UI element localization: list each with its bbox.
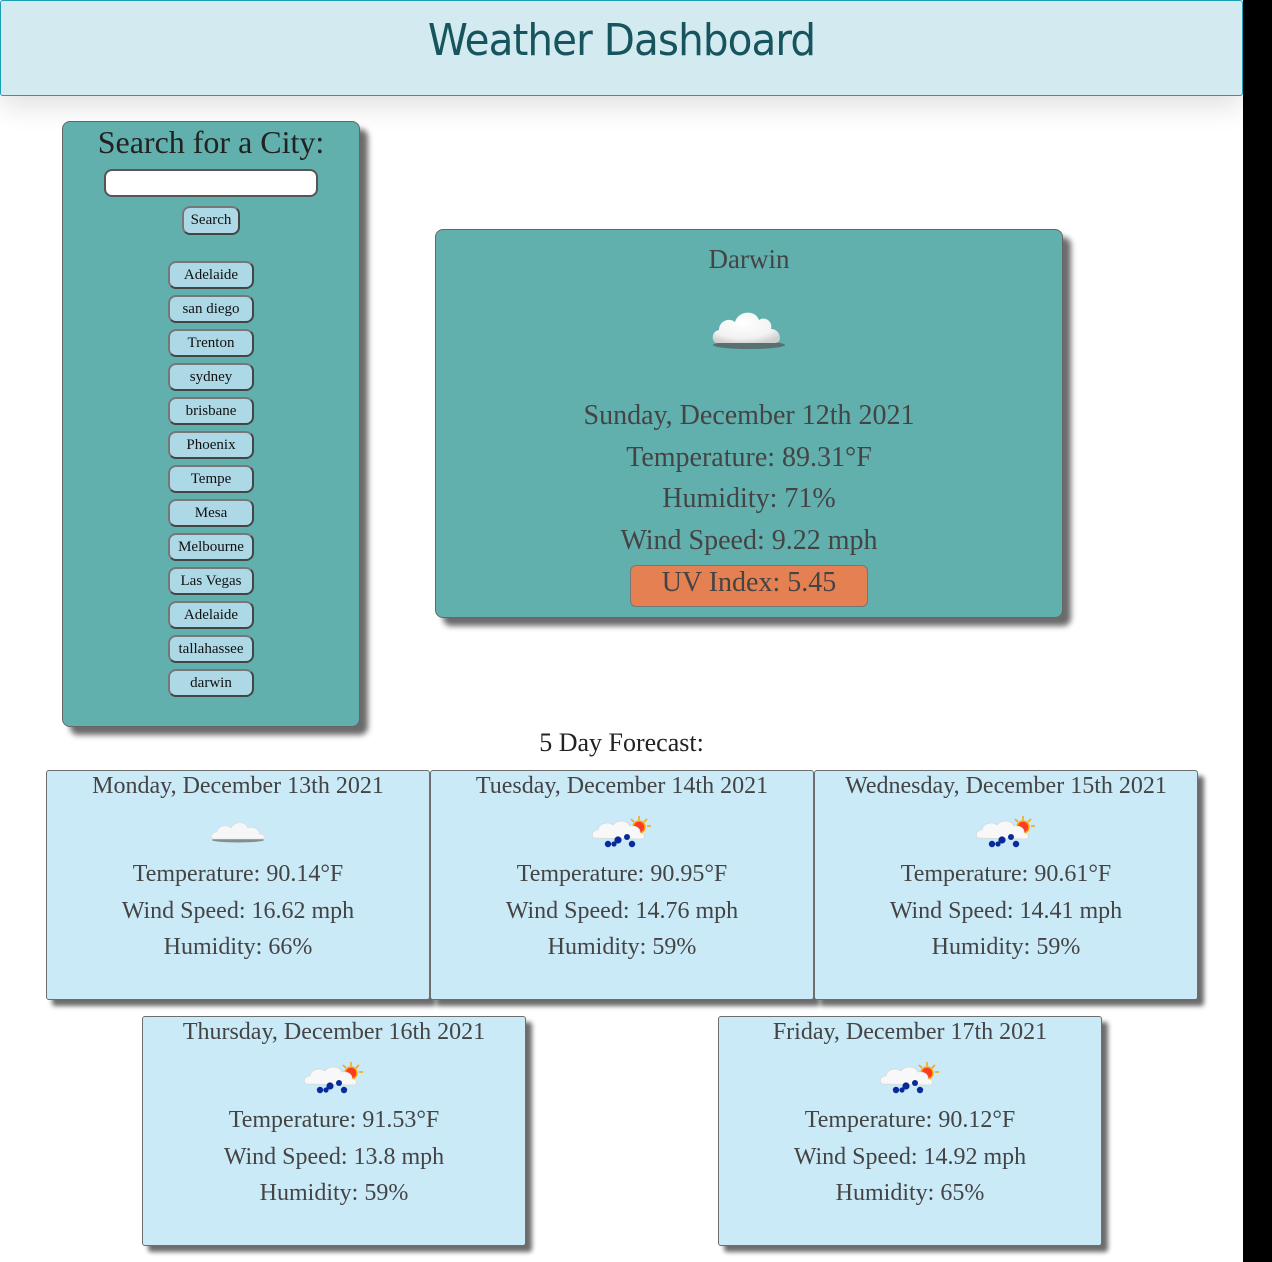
current-date: Sunday, December 12th 2021 bbox=[583, 400, 915, 431]
forecast-date: Tuesday, December 14th 2021 bbox=[475, 773, 769, 799]
search-history-list bbox=[63, 261, 359, 697]
forecast-wind-speed: Wind Speed: 16.62 mph bbox=[121, 897, 355, 924]
forecast-date: Thursday, December 16th 2021 bbox=[182, 1019, 486, 1045]
forecast-wind-speed: Wind Speed: 14.41 mph bbox=[889, 897, 1123, 924]
rain-sun-icon bbox=[431, 806, 813, 856]
forecast-card bbox=[142, 1016, 526, 1246]
forecast-card bbox=[814, 770, 1198, 1000]
history-city-button[interactable]: brisbane bbox=[168, 397, 254, 425]
forecast-card bbox=[718, 1016, 1102, 1246]
rain-sun-icon bbox=[719, 1052, 1101, 1102]
current-humidity: Humidity: 71% bbox=[662, 483, 836, 514]
history-city-button[interactable]: san diego bbox=[168, 295, 254, 323]
forecast-wind-speed: Wind Speed: 13.8 mph bbox=[223, 1143, 445, 1170]
forecast-temperature: Temperature: 90.61°F bbox=[900, 861, 1112, 887]
forecast-card bbox=[46, 770, 430, 1000]
forecast-temperature: Temperature: 90.14°F bbox=[132, 861, 344, 887]
history-city-button[interactable]: Las Vegas bbox=[168, 567, 254, 595]
history-city-button[interactable]: darwin bbox=[168, 669, 254, 697]
search-panel bbox=[62, 121, 360, 727]
history-city-button[interactable]: Phoenix bbox=[168, 431, 254, 459]
forecast-humidity: Humidity: 66% bbox=[163, 934, 313, 960]
forecast-title: 5 Day Forecast: bbox=[539, 728, 704, 757]
current-weather-card bbox=[435, 229, 1063, 618]
forecast-wind-speed: Wind Speed: 14.92 mph bbox=[793, 1143, 1027, 1170]
forecast-date: Monday, December 13th 2021 bbox=[92, 773, 384, 799]
cloud-icon bbox=[47, 806, 429, 856]
forecast-date: Wednesday, December 15th 2021 bbox=[845, 773, 1167, 799]
forecast-humidity: Humidity: 59% bbox=[931, 934, 1081, 960]
rain-sun-icon bbox=[815, 806, 1197, 856]
page-header bbox=[0, 0, 1243, 96]
history-city-button[interactable]: Mesa bbox=[168, 499, 254, 527]
history-city-button[interactable]: Trenton bbox=[168, 329, 254, 357]
history-city-button[interactable]: Tempe bbox=[168, 465, 254, 493]
history-city-button[interactable]: Adelaide bbox=[168, 601, 254, 629]
cloud-icon bbox=[436, 293, 1062, 365]
search-button[interactable]: Search bbox=[182, 206, 240, 235]
uv-index-badge: UV Index: 5.45 bbox=[630, 565, 868, 607]
forecast-humidity: Humidity: 59% bbox=[259, 1180, 409, 1206]
forecast-date: Friday, December 17th 2021 bbox=[772, 1019, 1048, 1045]
forecast-temperature: Temperature: 91.53°F bbox=[228, 1107, 440, 1133]
history-city-button[interactable]: Adelaide bbox=[168, 261, 254, 289]
search-title: Search for a City: bbox=[97, 124, 325, 160]
forecast-humidity: Humidity: 59% bbox=[547, 934, 697, 960]
forecast-temperature: Temperature: 90.12°F bbox=[804, 1107, 1016, 1133]
forecast-humidity: Humidity: 65% bbox=[835, 1180, 985, 1206]
city-search-input[interactable] bbox=[104, 169, 318, 197]
current-wind-speed: Wind Speed: 9.22 mph bbox=[620, 524, 878, 556]
history-city-button[interactable]: sydney bbox=[168, 363, 254, 391]
history-city-button[interactable]: Melbourne bbox=[168, 533, 254, 561]
forecast-temperature: Temperature: 90.95°F bbox=[516, 861, 728, 887]
current-city-name: Darwin bbox=[708, 244, 790, 274]
history-city-button[interactable]: tallahassee bbox=[168, 635, 254, 663]
current-temperature: Temperature: 89.31°F bbox=[626, 441, 872, 473]
forecast-card bbox=[430, 770, 814, 1000]
page-title: Weather Dashboard bbox=[427, 15, 816, 66]
forecast-wind-speed: Wind Speed: 14.76 mph bbox=[505, 897, 739, 924]
rain-sun-icon bbox=[143, 1052, 525, 1102]
